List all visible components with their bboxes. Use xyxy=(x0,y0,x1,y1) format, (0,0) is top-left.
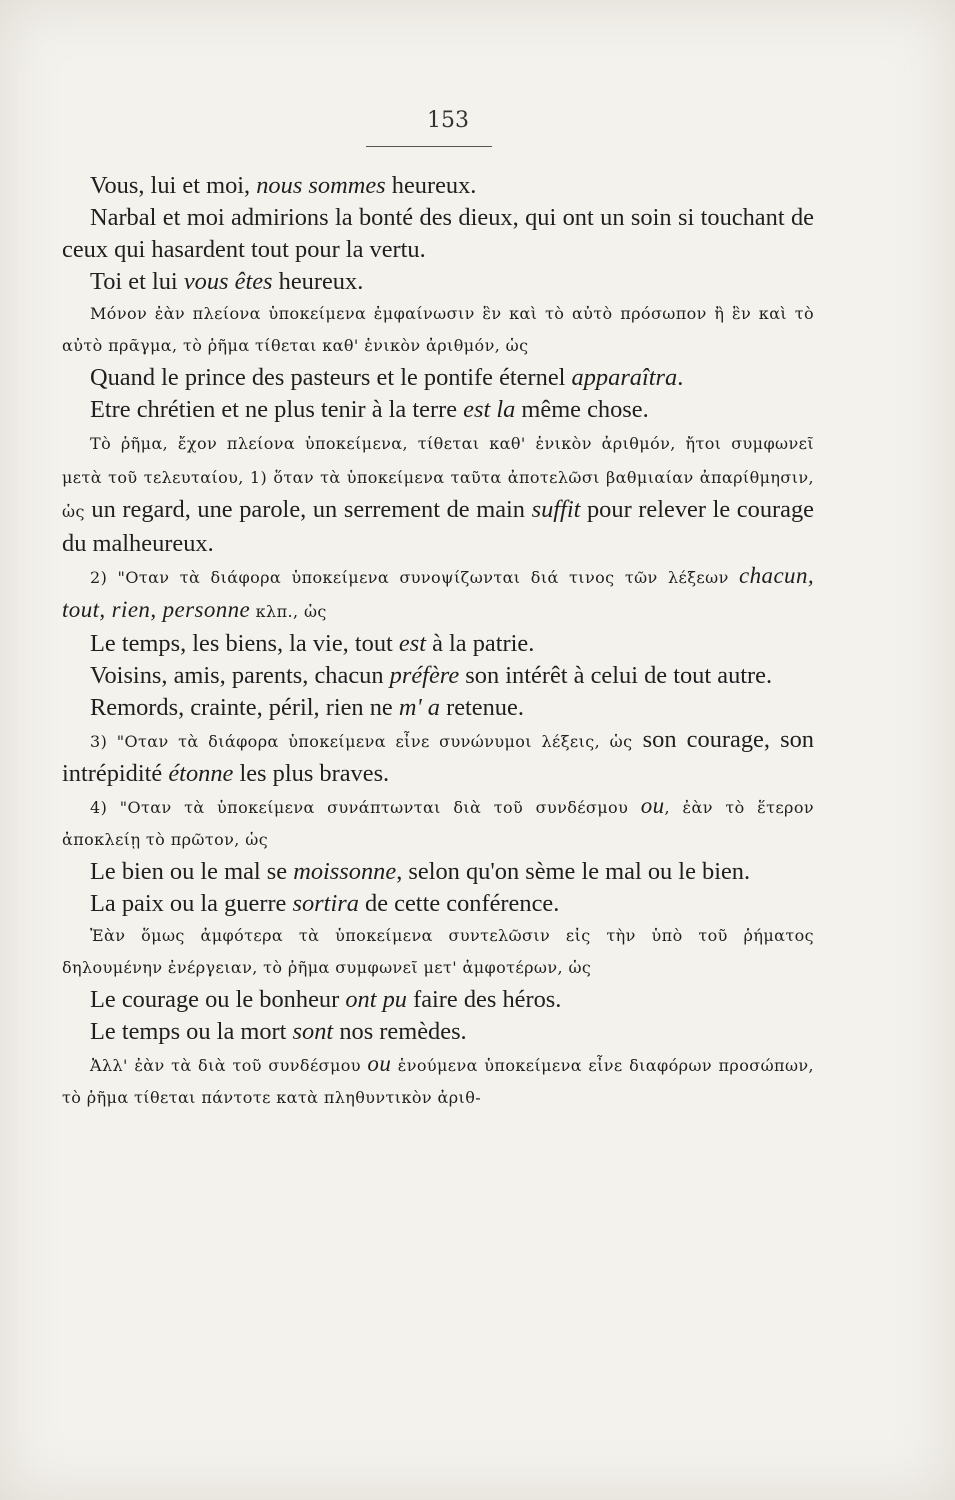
text-run: ἑνούμενα ὑποκείμενα εἶνε διαφόρων προσώπων, τὸ ῥῆμα τίθεται πάντοτε κατὰ πληθυντικὸν ἀριθ- xyxy=(62,1056,815,1107)
french-example xyxy=(62,266,814,298)
greek-rule-with-example xyxy=(62,724,814,790)
text-run: à la patrie. xyxy=(426,630,535,657)
italic-term: ou xyxy=(367,1051,392,1076)
italic-term: nous sommes xyxy=(256,172,386,199)
italic-term: sortira xyxy=(292,890,359,917)
text-run: faire des héros. xyxy=(406,986,562,1013)
text-run: Ἐὰν ὅμως ἀμφότερα τὰ ὑποκείμενα συντελῶσιν εἰς τὴν ὑπὸ τοῦ ῥήματος δηλουμένην ἐνέργειαν, τὸ ῥῆμα συμφωνεῖ μετ' ἀμφοτέρων, ὡς xyxy=(62,926,814,977)
italic-term: préfère xyxy=(389,662,460,689)
text-run: Le temps, les biens, la vie, tout xyxy=(90,630,399,657)
text-run: un regard, une parole, un serrement de main xyxy=(84,496,532,523)
greek-rule xyxy=(62,560,814,628)
italic-term: chacun, tout, rien, personne xyxy=(62,563,814,622)
text-run: Etre chrétien et ne plus tenir à la terre xyxy=(90,396,464,423)
text-run: , ἐὰν τὸ ἕτερον ἀποκλείῃ τὸ πρῶτον, ὡς xyxy=(62,798,814,849)
text-run: heureux. xyxy=(272,268,364,295)
text-run: Remords, crainte, péril, rien ne xyxy=(90,694,399,721)
text-run: 4) "Οταν τὰ ὑποκείμενα συνάπτωνται διὰ τοῦ συνδέσμου xyxy=(90,798,641,817)
text-run: Le bien ou le mal se xyxy=(90,858,294,885)
greek-rule xyxy=(62,1048,814,1114)
text-run: . xyxy=(677,364,684,391)
french-example xyxy=(62,660,814,692)
french-example xyxy=(62,202,814,266)
text-run: Le temps ou la mort xyxy=(90,1018,293,1045)
text-run: 3) "Οταν τὰ διάφορα ὑποκείμενα εἶνε συνώνυμοι λέξεις, ὡς xyxy=(90,732,633,751)
text-run: Le courage ou le bonheur xyxy=(90,986,346,1013)
text-run: Narbal et moi admirions la bonté des dieux, qui ont un soin si touchant de ceux qui hasardent tout pour la vertu. xyxy=(62,204,814,263)
italic-term: est xyxy=(398,630,426,657)
text-run: retenue. xyxy=(439,694,524,721)
text-run: son intérêt à celui de tout autre. xyxy=(459,662,773,689)
italic-term: sont xyxy=(292,1018,334,1045)
greek-rule xyxy=(62,298,814,362)
italic-term: apparaîtra xyxy=(571,364,678,391)
text-run: de cette conférence. xyxy=(358,890,560,917)
italic-term: suffit xyxy=(531,496,581,523)
text-run: Τὸ ῥῆμα, ἔχον πλείονα ὑποκείμενα, τίθεται καθ' ἑνικὸν ἀριθμόν, ἤτοι συμφωνεῖ μετὰ τοῦ τελευταίου, 1) ὅταν τὰ ὑποκείμενα ταῦτα ἀποτελῶσι βαθμιαίαν ἀπαρίθμησιν, ὡς xyxy=(62,434,814,521)
page-text-body xyxy=(62,170,814,1114)
french-example xyxy=(62,362,814,394)
text-run: pour relever le courage du malheureux. xyxy=(62,496,814,557)
page-number: 153 xyxy=(427,108,469,133)
text-run: Quand le prince des pasteurs et le pontife éternel xyxy=(90,364,572,391)
greek-rule xyxy=(62,920,814,984)
french-example xyxy=(62,628,814,660)
french-example xyxy=(62,1016,814,1048)
text-run: son courage, son intrépidité xyxy=(62,726,815,787)
text-run: Voisins, amis, parents, chacun xyxy=(90,662,390,689)
text-run: La paix ou la guerre xyxy=(90,890,293,917)
italic-term: m' a xyxy=(398,694,440,721)
french-example xyxy=(62,888,814,920)
text-run: Vous, lui et moi, xyxy=(90,172,257,199)
italic-term: ont pu xyxy=(345,986,407,1013)
french-example xyxy=(62,856,814,888)
text-run: Μόνον ἐὰν πλείονα ὑποκείμενα ἐμφαίνωσιν ἓν καὶ τὸ αὐτὸ πρόσωπον ἢ ἓν καὶ τὸ αὐτὸ πρᾶγμα, τὸ ῥῆμα τίθεται καθ' ἑνικὸν ἀριθμόν, ὡς xyxy=(62,304,814,355)
french-example xyxy=(62,394,814,426)
text-run: heureux. xyxy=(385,172,477,199)
french-example xyxy=(62,984,814,1016)
text-run: même chose. xyxy=(515,396,649,423)
text-run: κλπ., ὡς xyxy=(250,602,327,621)
french-example xyxy=(62,692,814,724)
text-run: 2) "Οταν τὰ διάφορα ὑποκείμενα συνοψίζωνται διά τινος τῶν λέξεων xyxy=(90,568,740,587)
greek-rule xyxy=(62,790,814,856)
italic-term: étonne xyxy=(168,760,234,787)
italic-term: moissonne xyxy=(293,858,397,885)
text-run: les plus braves. xyxy=(233,760,390,787)
text-run: nos remèdes. xyxy=(333,1018,467,1045)
italic-term: vous êtes xyxy=(183,268,273,295)
french-example xyxy=(62,170,814,202)
italic-term: est la xyxy=(463,396,516,423)
italic-term: ou xyxy=(640,793,665,818)
text-run: , selon qu'on sème le mal ou le bien. xyxy=(396,858,751,885)
greek-rule-with-example xyxy=(62,426,814,560)
text-run: Ἀλλ' ἐὰν τὰ διὰ τοῦ συνδέσμου xyxy=(90,1056,368,1075)
text-run: Toi et lui xyxy=(90,268,184,295)
header-rule xyxy=(366,146,492,147)
